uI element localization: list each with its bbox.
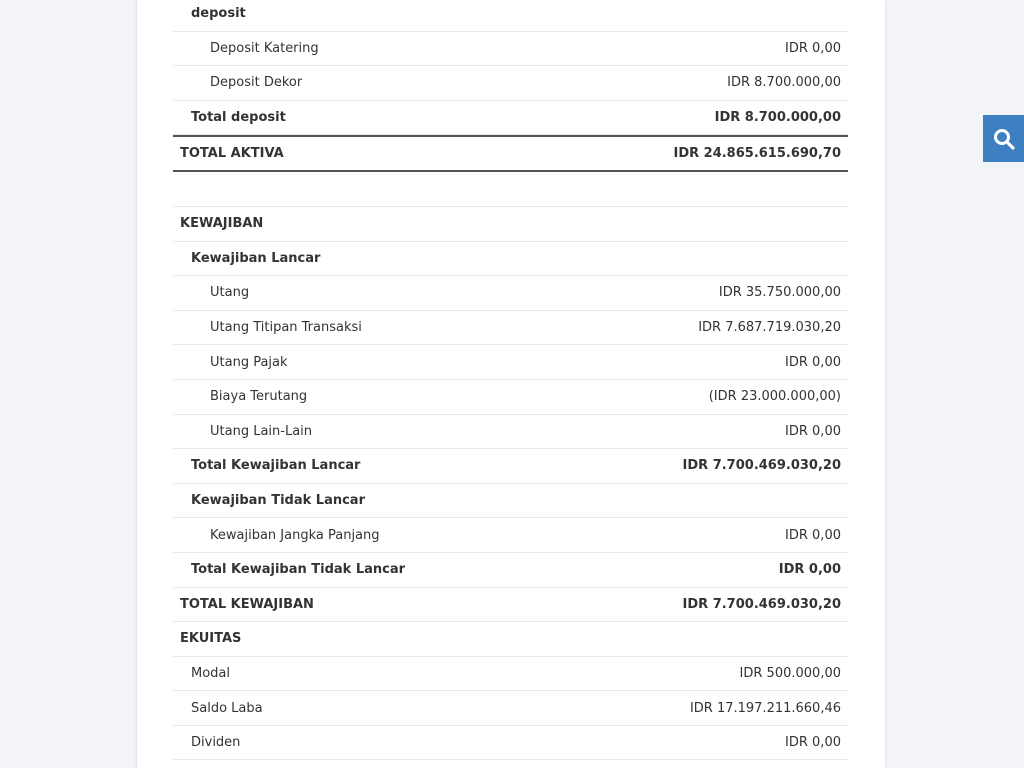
row-value: IDR 7.700.469.030,20 — [682, 596, 841, 612]
row-value: IDR 24.865.615.690,70 — [673, 146, 841, 162]
table-row — [173, 415, 848, 450]
table-row — [173, 345, 848, 380]
table-row — [173, 449, 848, 484]
row-label: Utang — [210, 285, 250, 301]
table-row — [173, 311, 848, 346]
table-row — [173, 207, 848, 242]
row-label: deposit — [191, 6, 246, 22]
row-label: Kewajiban Tidak Lancar — [191, 493, 365, 509]
row-value: IDR 7.687.719.030,20 — [698, 320, 841, 336]
row-value: IDR 0,00 — [778, 562, 841, 578]
table-row — [173, 66, 848, 101]
table-row — [173, 657, 848, 692]
table-row — [173, 276, 848, 311]
row-label: EKUITAS — [180, 631, 242, 647]
row-label: Utang Lain-Lain — [210, 423, 313, 439]
balance-sheet-table — [173, 0, 848, 760]
table-row — [173, 553, 848, 588]
row-label: TOTAL KEWAJIBAN — [180, 596, 314, 612]
row-label: Dividen — [191, 735, 241, 751]
search-button[interactable] — [983, 115, 1024, 162]
search-icon — [992, 127, 1016, 151]
row-label: Modal — [191, 665, 230, 681]
table-row — [173, 691, 848, 726]
row-value: (IDR 23.000.000,00) — [708, 389, 841, 405]
table-row — [173, 484, 848, 519]
table-row — [173, 726, 848, 761]
row-label: TOTAL AKTIVA — [180, 146, 284, 162]
row-label: Kewajiban Lancar — [191, 250, 321, 266]
row-value: IDR 0,00 — [785, 423, 841, 439]
balance-sheet-card — [137, 0, 885, 768]
table-row — [173, 101, 848, 136]
row-value: IDR 17.197.211.660,46 — [689, 700, 841, 716]
row-label: Total Kewajiban Lancar — [191, 458, 361, 474]
row-value: IDR 8.700.000,00 — [714, 110, 841, 126]
table-row — [173, 380, 848, 415]
table-row — [173, 622, 848, 657]
spacer-row — [173, 172, 848, 207]
row-value: IDR 0,00 — [785, 527, 841, 543]
row-label: Biaya Terutang — [210, 389, 308, 405]
row-value: IDR 35.750.000,00 — [718, 285, 841, 301]
row-label: Deposit Katering — [210, 40, 319, 56]
row-value: IDR 7.700.469.030,20 — [682, 458, 841, 474]
table-row — [173, 588, 848, 623]
table-row — [173, 32, 848, 67]
row-value: IDR 0,00 — [785, 735, 841, 751]
row-value: IDR 0,00 — [785, 354, 841, 370]
row-value: IDR 0,00 — [785, 40, 841, 56]
row-label: Saldo Laba — [191, 700, 263, 716]
row-label: KEWAJIBAN — [180, 216, 264, 232]
total-aktiva-row — [173, 135, 848, 172]
row-label: Deposit Dekor — [210, 75, 303, 91]
row-value: IDR 500.000,00 — [739, 665, 841, 681]
row-label: Utang Titipan Transaksi — [210, 320, 362, 336]
table-row — [173, 518, 848, 553]
row-value: IDR 8.700.000,00 — [727, 75, 841, 91]
table-row — [173, 242, 848, 277]
row-label: Total deposit — [191, 110, 286, 126]
row-label: Total Kewajiban Tidak Lancar — [191, 562, 406, 578]
table-row — [173, 0, 848, 32]
row-label: Kewajiban Jangka Panjang — [210, 527, 380, 543]
row-label: Utang Pajak — [210, 354, 288, 370]
